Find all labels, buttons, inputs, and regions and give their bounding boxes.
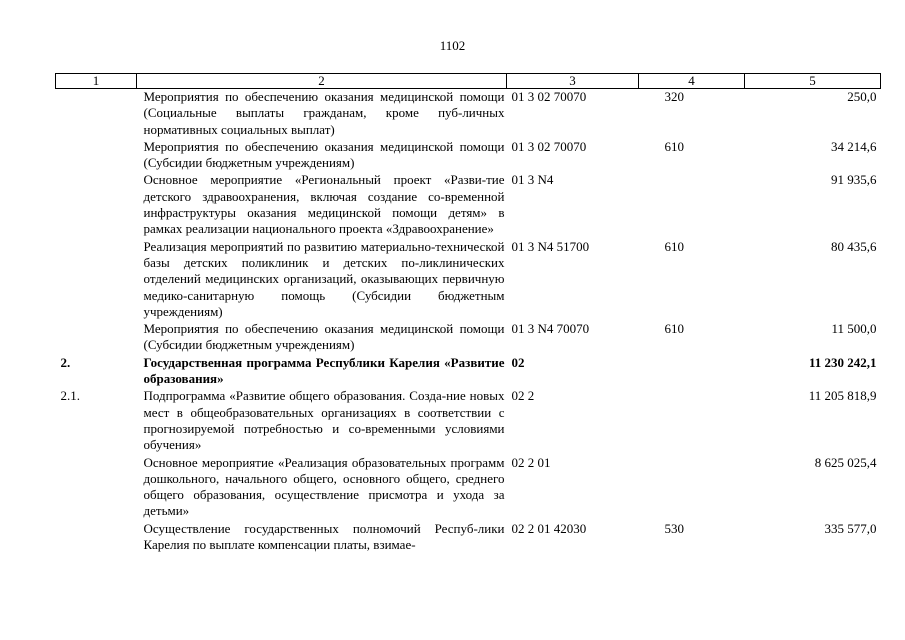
row-number: 2. — [60, 354, 71, 370]
header-col-3: 3 — [507, 74, 639, 89]
row-code: 01 3 02 70070 — [511, 89, 587, 104]
row-code: 01 3 N4 70070 — [511, 321, 590, 337]
table-row-program — [56, 355, 881, 389]
row-code: 01 3 N4 51700 — [511, 238, 590, 254]
row-expense-type: 530 — [664, 520, 684, 536]
row-expense-type — [639, 172, 745, 238]
table-row — [56, 239, 881, 321]
row-name: Мероприятия по обеспечению оказания медицинской помощи (Субсидии бюджетным учреждениям) — [143, 138, 505, 171]
row-sum: 11 230 242,1 — [808, 354, 877, 370]
header-col-1: 1 — [56, 74, 137, 89]
row-expense-type: 610 — [664, 321, 684, 337]
row-name: Основное мероприятие «Региональный проект «Разви-тие детского здравоохранения, включая создание со-временной инфраструктуры оказания медицинской помощи детям» в рамках реализации национального проекта «Здравоохранение» — [143, 172, 505, 237]
row-sum: 250,0 — [847, 89, 877, 104]
row-sum: 11 500,0 — [831, 321, 877, 337]
header-col-5: 5 — [745, 74, 881, 89]
header-col-4: 4 — [639, 74, 745, 89]
table-row — [56, 388, 881, 454]
row-name: Реализация мероприятий по развитию материально-технической базы детских поликлиник и детских по-ликлинических отделений медицинских организаций, оказывающих первичную медико-санитарную помощь (Субсидии бюджетным учреждениям) — [143, 238, 505, 319]
table-row — [56, 139, 881, 173]
row-number — [56, 139, 137, 173]
row-name: Подпрограмма «Развитие общего образования. Созда-ние новых мест в общеобразовательных организациях в соответствии с прогнозируемой потребностью и со-временными условиями обучения» — [143, 388, 505, 453]
table-header — [56, 74, 881, 89]
row-number — [56, 172, 137, 238]
row-sum: 11 205 818,9 — [808, 388, 877, 404]
row-name: Осуществление государственных полномочий Респуб-лики Карелия по выплате компенсации платы, взимае- — [143, 520, 505, 553]
budget-table — [55, 73, 881, 554]
table-row — [56, 89, 881, 139]
row-number: 2.1. — [60, 388, 80, 404]
row-number — [56, 89, 137, 139]
row-number — [56, 455, 137, 521]
row-name: Мероприятия по обеспечению оказания медицинской помощи (Социальные выплаты гражданам, кроме пуб-личных нормативных социальных выплат) — [143, 89, 505, 137]
row-code: 02 — [511, 354, 525, 370]
row-sum: 335 577,0 — [824, 520, 877, 536]
row-sum: 91 935,6 — [831, 172, 877, 188]
row-expense-type — [639, 455, 745, 521]
row-code: 02 2 — [511, 388, 535, 404]
table-row — [56, 455, 881, 521]
page-number: 1102 — [439, 38, 466, 53]
row-code: 01 3 02 70070 — [511, 138, 587, 154]
row-expense-type: 610 — [664, 138, 684, 154]
row-sum: 80 435,6 — [831, 238, 877, 254]
header-col-2: 2 — [137, 74, 507, 89]
row-expense-type — [639, 388, 745, 454]
row-name: Мероприятия по обеспечению оказания медицинской помощи (Субсидии бюджетным учреждениям) — [143, 321, 505, 353]
table-row — [56, 321, 881, 355]
row-sum: 8 625 025,4 — [814, 454, 877, 470]
row-expense-type: 610 — [664, 238, 684, 254]
row-code: 02 2 01 42030 — [511, 520, 587, 536]
row-sum: 34 214,6 — [831, 138, 877, 154]
row-code: 01 3 N4 — [511, 172, 554, 188]
row-expense-type — [639, 355, 745, 389]
row-name: Основное мероприятие «Реализация образовательных программ дошкольного, начального общего, основного общего, среднего общего образования, осуществление присмотра и ухода за детьми» — [143, 454, 505, 519]
row-number — [56, 521, 137, 555]
row-number — [56, 239, 137, 321]
row-expense-type: 320 — [664, 89, 684, 104]
table-row — [56, 172, 881, 238]
table-row — [56, 521, 881, 555]
row-name: Государственная программа Республики Карелия «Развитие образования» — [143, 354, 505, 387]
row-code: 02 2 01 — [511, 454, 551, 470]
row-number — [56, 321, 137, 355]
